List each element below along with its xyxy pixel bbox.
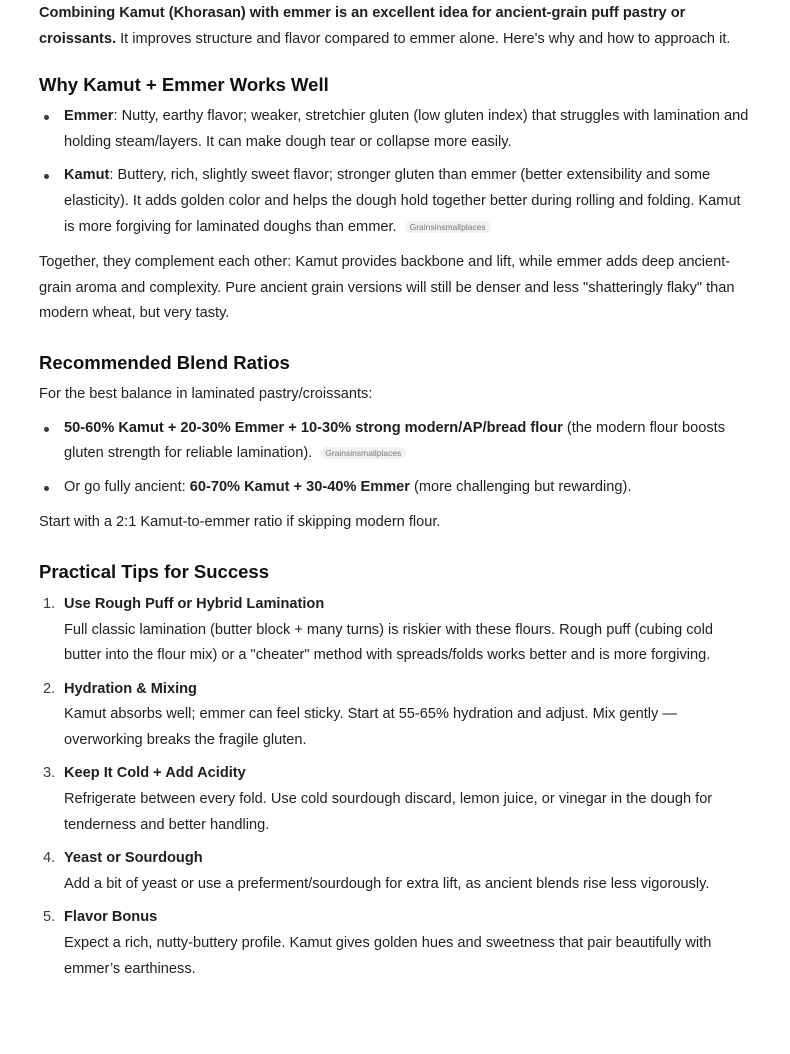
list-item [39, 761, 751, 838]
tip-title: Use Rough Puff or Hybrid Lamination [64, 595, 325, 612]
why-summary: Together, they complement each other: Kamut provides backbone and lift, while emmer adds deep ancient-grain aroma and complexity. Pure ancient grain versions will still be denser and less "shatteringly flaky" than modern wheat, but very tasty. [39, 254, 735, 322]
chat-response [39, 1, 751, 982]
list-item [39, 104, 751, 155]
source-badge[interactable]: Grainsinsmallplaces [405, 221, 491, 233]
list-item [39, 846, 751, 897]
tip-text: Kamut absorbs well; emmer can feel sticky. Start at 55-65% hydration and adjust. Mix gently — overworking breaks the fragile gluten. [64, 706, 677, 748]
heading-ratios: Recommended Blend Ratios [39, 351, 290, 373]
ratios-list [39, 416, 751, 501]
tip-text: Full classic lamination (butter block + many turns) is riskier with these flours. Rough puff (cubing cold butter into the flour mix) or a "cheater" method with spreads/folds works better and is more forgiving. [64, 621, 714, 664]
heading-tips: Practical Tips for Success [39, 560, 269, 582]
source-badge[interactable]: Grainsinsmallplaces [320, 447, 406, 459]
tip-title: Flavor Bonus [64, 909, 158, 926]
item-number: 2. [43, 680, 56, 697]
list-item [39, 592, 751, 669]
tips-list [39, 592, 751, 982]
list-item [39, 677, 751, 754]
ratios-lead: For the best balance in laminated pastry/croissants: [39, 385, 373, 402]
tip-title: Keep It Cold + Add Acidity [64, 765, 246, 782]
ratio-bold: 50-60% Kamut + 20-30% Emmer + 10-30% strong modern/AP/bread flour [64, 419, 563, 436]
tip-title: Yeast or Sourdough [64, 850, 203, 867]
tip-title: Hydration & Mixing [64, 680, 197, 697]
item-number: 5. [43, 909, 56, 926]
ratio-prefix: Or go fully ancient: [64, 478, 190, 495]
term-kamut: Kamut [64, 167, 110, 184]
item-text: : Buttery, rich, slightly sweet flavor; stronger gluten than emmer (better extensibility and some elasticity). It adds golden color and helps the dough hold together better during rolling and folding. Kamut is more forgiving for laminated doughs than emmer. [64, 167, 741, 235]
intro-bold: Combining Kamut (Khorasan) with emmer is an excellent idea for ancient-grain puff pastry or croissants. [39, 5, 686, 47]
tip-text: Add a bit of yeast or use a preferment/sourdough for extra lift, as ancient blends rise less vigorously. [64, 875, 710, 892]
intro-text: It improves structure and flavor compared to emmer alone. Here's why and how to approach it. [116, 30, 731, 47]
intro-paragraph [39, 1, 751, 52]
tip-text: Expect a rich, nutty-buttery profile. Kamut gives golden hues and sweetness that pair beautifully with emmer’s earthiness. [64, 935, 712, 977]
ratio-text: (more challenging but rewarding). [409, 478, 632, 495]
ratio-text: (the modern flour boosts gluten strength for reliable lamination). [64, 419, 726, 462]
item-number: 3. [43, 765, 56, 782]
why-list [39, 104, 751, 240]
item-text: : Nutty, earthy flavor; weaker, stretchier gluten (low gluten index) that struggles with lamination and holding steam/layers. It can make dough tear or collapse more easily. [64, 108, 749, 150]
term-emmer: Emmer [64, 108, 114, 125]
ratio-bold: 60-70% Kamut + 30-40% Emmer [189, 478, 410, 495]
tip-text: Refrigerate between every fold. Use cold sourdough discard, lemon juice, or vinegar in the dough for tenderness and better handling. [64, 791, 713, 833]
list-item [39, 163, 751, 240]
item-number: 4. [43, 850, 56, 867]
item-number: 1. [43, 595, 56, 612]
list-item [39, 905, 751, 982]
ratios-summary: Start with a 2:1 Kamut-to-emmer ratio if skipping modern flour. [39, 514, 441, 531]
heading-why: Why Kamut + Emmer Works Well [39, 74, 329, 96]
list-item [39, 475, 751, 501]
list-item [39, 416, 751, 467]
